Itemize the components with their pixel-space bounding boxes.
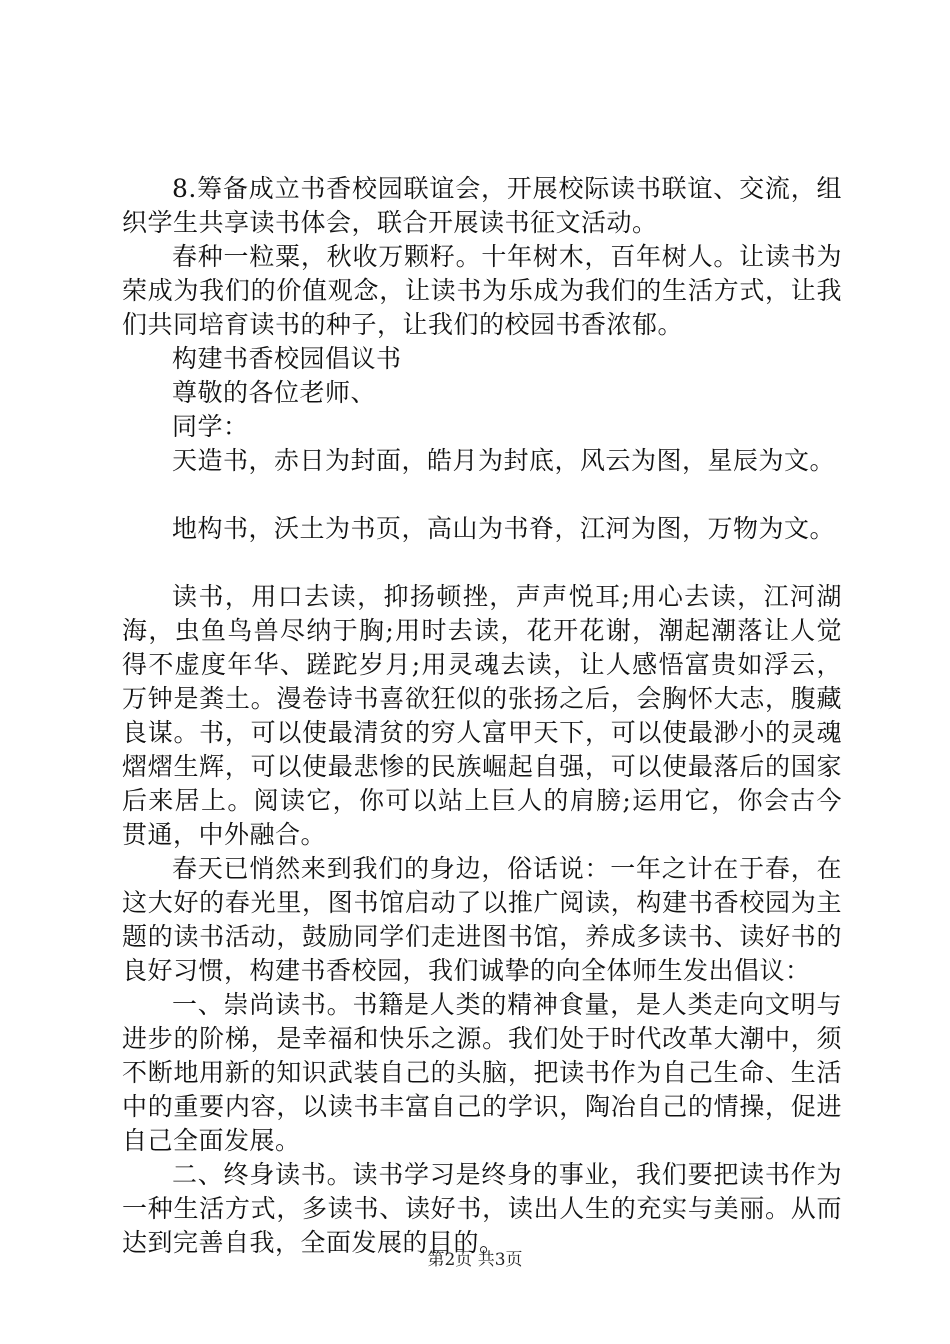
paragraph-spring: 春天已悄然来到我们的身边，俗话说：一年之计在于春，在这大好的春光里，图书馆启动了以推广阅读，构建书香校园为主题的读书活动，鼓励同学们走进图书馆，养成多读书、读好书的良好习惯，构建书香校园，我们诚挚的向全体师生发出倡议： [122, 854, 842, 985]
paragraph-earth-book: 地构书，沃土为书页，高山为书脊，江河为图，万物为文。 [172, 514, 836, 543]
paragraph-closing-slogan: 春种一粒粟，秋收万颗籽。十年树木，百年树人。让读书为荣成为我们的价值观念，让读书为乐成为我们的生活方式，让我们共同培育读书的种子，让我们的校园书香浓郁。 [122, 242, 842, 339]
paragraph-item-8: 8.筹备成立书香校园联谊会，开展校际读书联谊、交流，组织学生共享读书体会，联合开展读书征文活动。 [122, 174, 842, 237]
paragraph-reading: 读书，用口去读，抑扬顿挫，声声悦耳;用心去读，江河湖海，虫鱼鸟兽尽纳于胸;用时去读，花开花谢，潮起潮落让人觉得不虚度年华、蹉跎岁月;用灵魂去读，让人感悟富贵如浮云，万钟是粪土。漫卷诗书喜欲狂似的张扬之后，会胸怀大志，腹藏良谋。书，可以使最清贫的穷人富甲天下，可以使最渺小的灵魂熠熠生辉，可以使最悲惨的民族崛起自强，可以使最落后的国家后来居上。阅读它，你可以站上巨人的肩膀;运用它，你会古今贯通，中外融合。 [122, 582, 842, 849]
salutation-line-2: 同学： [172, 412, 249, 441]
proposal-title: 构建书香校园倡议书 [172, 344, 402, 373]
paragraph-heaven-book: 天造书，赤日为封面，皓月为封底，风云为图，星辰为文。 [172, 446, 836, 475]
document-body [122, 172, 842, 1260]
paragraph-point-1: 一、崇尚读书。书籍是人类的精神食量，是人类走向文明与进步的阶梯，是幸福和快乐之源。我们处于时代改革大潮中，须不断地用新的知识武装自己的头脑，把读书作为自己生命、生活中的重要内容，以读书丰富自己的学识，陶冶自己的情操，促进自己全面发展。 [122, 990, 842, 1155]
salutation-line-1: 尊敬的各位老师、 [172, 378, 377, 407]
page-number-footer: 第2页 共3页 [427, 1250, 523, 1270]
paragraph-point-2: 二、终身读书。读书学习是终身的事业，我们要把读书作为一种生活方式，多读书、读好书，读出人生的充实与美丽。从而达到完善自我，全面发展的目的。 [122, 1160, 842, 1257]
